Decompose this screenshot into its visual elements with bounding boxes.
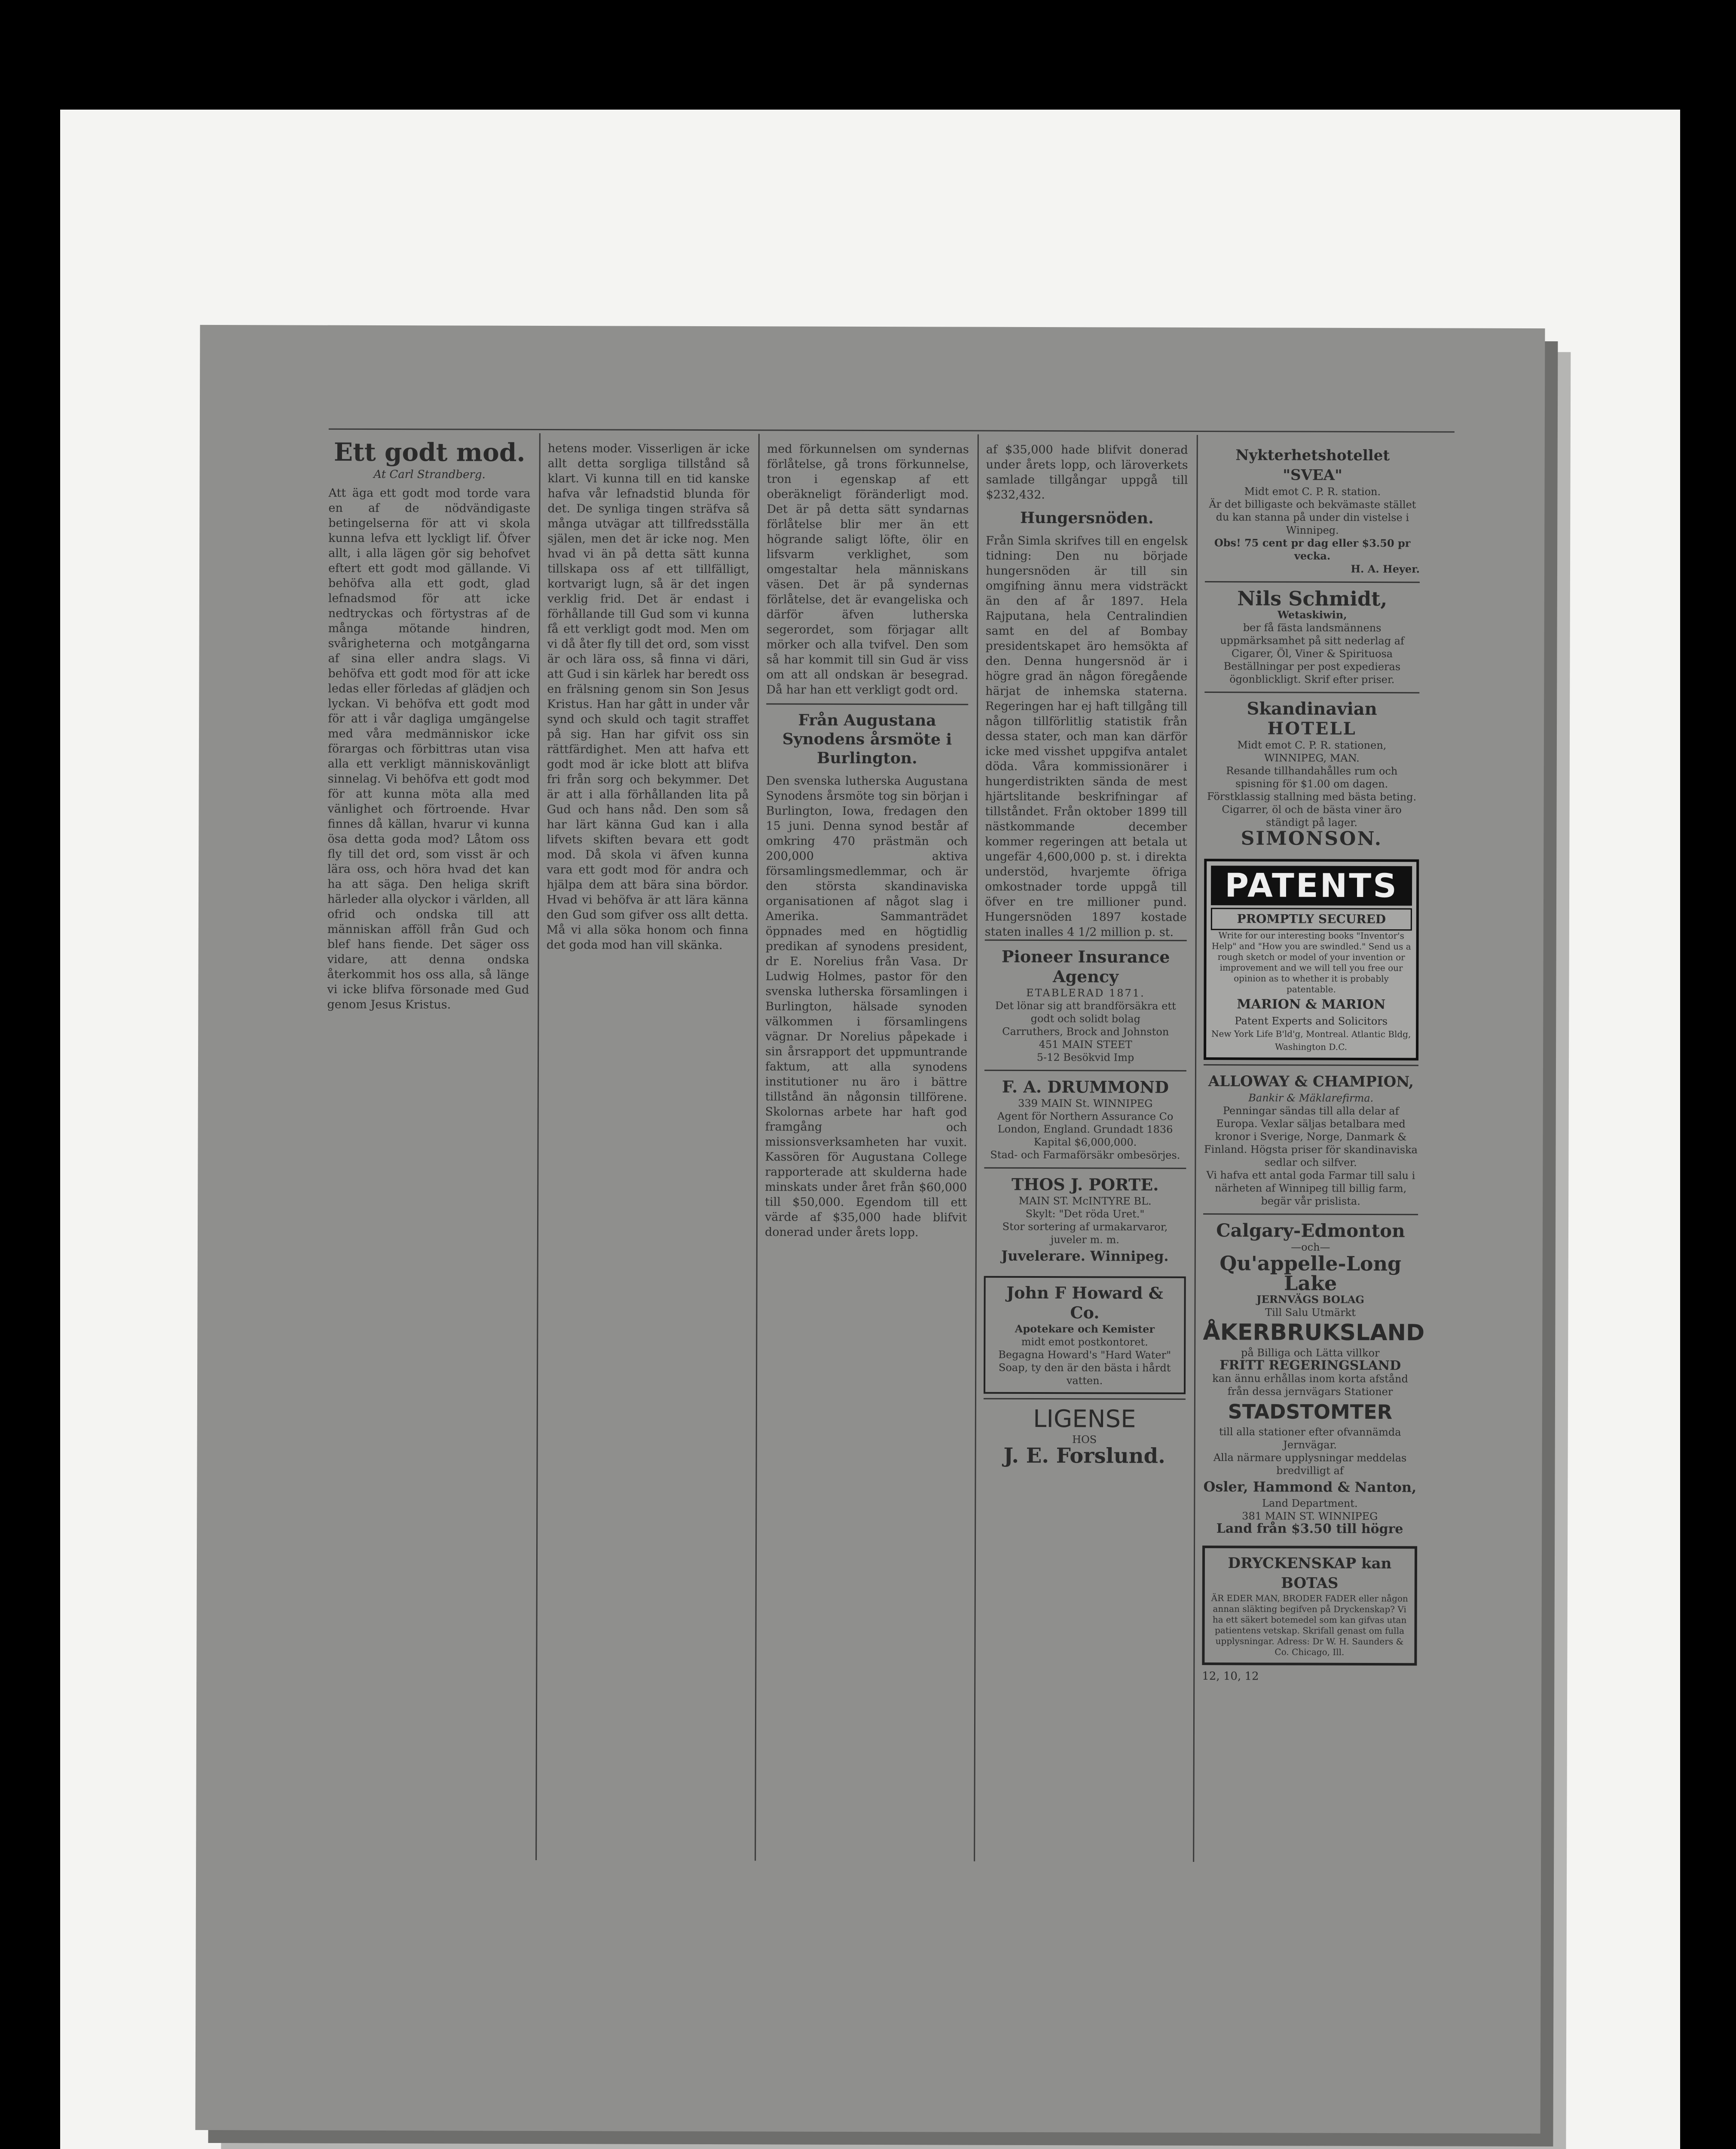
ad-line: J. E. Forslund.: [1003, 1443, 1165, 1468]
patents-banner: PROMPTLY SECURED: [1211, 908, 1412, 931]
ad-title: ALLOWAY & CHAMPION,: [1208, 1073, 1414, 1091]
ad-line: Begagna Howard's "Hard Water": [998, 1348, 1171, 1361]
ad-title: Pioneer Insurance Agency: [1001, 946, 1170, 986]
synod-article-end: af $35,000 hade blifvit donerad under årets lopp, och läroverkets samlade tillgångar uppgå till $232,432.: [986, 443, 1188, 502]
ad-line: Land Department.: [1262, 1497, 1358, 1509]
ad-big-text: STADSTOMTER: [1228, 1400, 1393, 1424]
article-headline: Ett godt mod.: [333, 437, 526, 467]
ad-title: Nykterhetshotellet "SVEA": [1235, 447, 1390, 484]
ad-line: 381 MAIN ST. WINNIPEG: [1242, 1510, 1378, 1523]
ad-line: ÄR EDER MAN, BRODER FADER eller någon annan släkting begifven på Dryckenskap? Vi ha ett säkert botemedel som kan gifvas utan patientens vetskap. Skrifall genast om fulla upplysningar. Adress: Dr W. H. Saunders & Co. Chicago, Ill.: [1211, 1593, 1408, 1657]
section-title: Hungersnöden.: [1020, 508, 1154, 527]
ad-line: Vi hafva ett antal goda Farmar till salu i närheten af Winnipeg till billig farm, begär vår prislista.: [1206, 1169, 1415, 1207]
ad-line: Cigarrer, öl och de bästa viner äro ständigt på lager.: [1222, 803, 1402, 829]
ad-railway-land: [1202, 1213, 1425, 1542]
ad-title: HOTELL: [1267, 718, 1357, 739]
ad-title: THOS J. PORTE.: [1011, 1174, 1159, 1194]
ad-line: Obs! 75 cent pr dag eller $3.50 pr vecka.: [1214, 536, 1411, 562]
top-rule: [329, 429, 1455, 433]
ad-line: 5-12 Besökvid Imp: [1036, 1051, 1134, 1064]
ad-line: Bankir & Mäklarefirma.: [1248, 1092, 1374, 1105]
ad-line: Det lönar sig att brandförsäkra ett godt och solidt bolag: [995, 999, 1176, 1025]
ad-line: JERNVÄGS BOLAG: [1256, 1293, 1364, 1306]
ad-line: ETABLERAD 1871.: [1026, 986, 1145, 999]
ad-title: Nils Schmidt,: [1237, 587, 1388, 611]
ad-title: F. A. DRUMMOND: [1002, 1077, 1169, 1097]
column-5: [1202, 439, 1425, 1684]
ad-line: på Billiga och Lätta villkor: [1241, 1347, 1380, 1359]
ad-license: [984, 1398, 1186, 1472]
section-title: Från Augustana Synodens årsmöte i Burlington.: [766, 703, 968, 768]
ad-line: HOS: [1072, 1433, 1097, 1446]
ad-scandinavian-hotel: [1204, 692, 1419, 855]
article-byline: At Carl Strandberg.: [373, 468, 486, 481]
ad-line: Midt emot C. P. R. station.: [1244, 485, 1381, 498]
patents-firm-sub: Patent Experts and Solicitors: [1235, 1015, 1388, 1028]
ad-line: Beställningar per post expedieras ögonblickligt. Skrif efter priser.: [1223, 660, 1401, 686]
ad-line: Penningar sändas till alla delar af Europa. Vexlar säljas betalbara med kronor i Sverige, Norge, Danmark & Finland. Högsta priser för skandinaviska sedlar och silfver.: [1204, 1105, 1418, 1169]
ad-line: 339 MAIN St. WINNIPEG: [1018, 1097, 1153, 1110]
column-rule: [1193, 435, 1198, 1862]
ad-line: kan ännu erhållas inom korta afstånd från dessa jernvägars Stationer: [1212, 1372, 1408, 1398]
ad-line: H. A. Heyer.: [1351, 562, 1420, 576]
ad-line: Till Salu Utmärkt: [1265, 1306, 1356, 1319]
patents-heading: PATENTS: [1211, 866, 1412, 906]
patents-text: Write for our interesting books "Inventor's Help" and "How you are swindled." Send us a rough sketch or model of your invention or improvement and we will tell you free our opinion as to whether it is probably patentable.: [1211, 930, 1411, 995]
ad-title: Calgary-Edmonton: [1216, 1220, 1405, 1242]
ad-drummond: [984, 1070, 1186, 1168]
ad-alloway-champion: [1203, 1064, 1418, 1214]
column-rule: [755, 434, 760, 1861]
ad-line: Resande tillhandahålles rum och spisning för $1.00 om dagen. Förstklassig stallning med bästa beting.: [1207, 765, 1417, 803]
ad-line: Wetaskiwin,: [1277, 608, 1347, 621]
ad-title: Skandinavian: [1247, 698, 1377, 719]
ad-line: Osler, Hammond & Nanton,: [1203, 1479, 1417, 1496]
ad-title: Qu'appelle-Long Lake: [1219, 1252, 1402, 1295]
column-rule: [535, 433, 541, 1860]
ad-patents: [1204, 859, 1419, 1060]
ad-line: 451 MAIN STEET: [1039, 1038, 1132, 1051]
ad-line: MAIN ST. McINTYRE BL.: [1018, 1194, 1152, 1207]
ad-line: —och—: [1291, 1241, 1330, 1253]
footer-number: 12, 10, 12: [1202, 1670, 1259, 1683]
ad-line: ber få fästa landsmännens uppmärksamhet på sitt nederlag af Cigarer, Öl, Viner & Spirituosa: [1220, 621, 1404, 660]
famine-article-body: Från Simla skrifves till en engelsk tidning: Den nu började hungersnöden är till sin omgifning ännu mera vidsträckt än den af år 1897. Hela Rajputana, hela Centralindien samt en del af Bombay presidentskapet äro hemsökta af den. Denna hungersnöd är i högre grad än någon föregående härjat de inhemska staterna. Regeringen har ej haft tillgång till någon tillförlitlig statistik från dessa stater, och man kan därför icke med visshet uppgifva antalet döda. Våra kommissionärer i hungerdistrikten sända de mest hjärtslitande beskrifningar af tillståndet. Från oktober 1899 till nästkommande december kommer regeringen att betala ut ungefär 4,600,000 p. st. i direkta understöd, hvarjemte öfriga omkostnader torde uppgå till öfver en tre millioner pund. Hungersnöden 1897 kostade staten inalles 4 1/2 million p. st.: [984, 534, 1188, 939]
ad-line: WINNIPEG, MAN.: [1264, 752, 1360, 764]
ad-line: Midt emot C. P. R. stationen,: [1237, 739, 1387, 752]
ad-line: Stor sortering af urmakarvaror, juveler m. m.: [1002, 1220, 1168, 1246]
ad-line: Alla närmare upplysningar meddelas bredvilligt af: [1213, 1451, 1407, 1477]
patents-firm: MARION & MARION: [1237, 997, 1386, 1013]
synod-article-body: Den svenska lutherska Augustana Synodens årsmöte tog sin början i Burlington, Iowa, fredagen den 15 juni. Denna synod består af omkring 470 prästmän och 200,000 aktiva församlingsmedlemmar, och är den största skandinaviska organisationen af något slag i Amerika. Sammanträdet öppnades med en högtidlig predikan af synodens president, dr E. Norelius från Vasa. Dr Ludwig Holmes, pastor för den svenska lutherska församlingen i Burlington, hälsade synoden välkommen i församlingens vägnar. Dr Norelius påpekade i sin årsrapport det uppmuntrande faktum, att alla synodens institutioner nu äro i bättre tillstånd än någonsin tillförene. Skolornas arbete har haft god framgång och missionsverksamheten har vuxit. Kassören för Augustana College rapporterade att skulderna hade minskats under året från $60,000 till $50,000. Egendom till ett värde af $35,000 hade blifvit donerad under årets lopp.: [764, 774, 968, 1240]
ad-title: John F Howard & Co.: [1006, 1283, 1164, 1322]
ad-line: Skylt: "Det röda Uret.": [1025, 1207, 1145, 1220]
article-body: Att äga ett godt mod torde vara en af de nödvändigaste betingelserna för att vi skola kunna lefva ett lyckligt lif. Öfver allt, i alla lägen gör sig behofvet eftert ett godt mod gällande. Vi behöfva alla ett godt, glad lefnadsmod för att icke nedtryckas och förtystras af de många mötande hindren, svårigheterna och motgångarna af sina eller andra slags. Vi behöfva ett godt mod för att icke ledas eller förledas af glädjen och lyckan. Vi behöfva ett godt mod för att i vår dagliga umgängelse med våra medmänniskor icke förargas och förbittras utan visa alla ett verkligt människovänligt sinnelag. Vi behöfva ett godt mod för att kunna möta alla med vänlighet och förtroende. Hvar finnes då källan, hvarur vi kunna ösa detta goda mod? Låtom oss fly till det ord, som visst är och lära oss, och höra hvad det kan ha att säga. Den heliga skrift härleder alla olyckor i världen, all ofrid och ondska till att människan afföll från Gud och blef hans fiende. Det säger oss vidare, att denna ondska återkommit hos oss alla, så länge vi icke blifva försonade med Gud genom Jesus Kristus.: [327, 486, 531, 1012]
ad-line: Agent för Northern Assurance Co: [997, 1110, 1174, 1123]
ad-line: FRITT REGERINGSLAND: [1219, 1358, 1401, 1374]
ad-line: midt emot postkontoret.: [1021, 1335, 1148, 1348]
ad-line: London, England. Grundadt 1836: [997, 1123, 1173, 1136]
patents-offices: New York Life B'ld'g, Montreal. Atlantic Bldg, Washington D.C.: [1211, 1029, 1411, 1052]
ad-nils-schmidt: [1204, 581, 1420, 692]
article-body-continued: hetens moder. Visserligen är icke allt detta sorgliga tillstånd så klart. Vi kunna till en tid kanske hafva vår lefnadstid blunda för det. De synliga tingen sträfva så många utvägar att tillfredsställa själen, men det är icke nog. Men hvad vi än på detta sätt kunna tillskapa oss af ett tillfälligt, kortvarigt lugn, så är det ingen verklig frid. Det är endast i förhållande till Gud som vi kunna få ett verkligt godt mod. Men om vi då åter fly till det ord, som visst är och lära oss, så finna vi däri, att Gud i sin kärlek har beredt oss en frälsning genom sin Son Jesus Kristus. Han har gått in under vår synd och skuld och tagit straffet på sig. Han har gifvit oss sin rättfärdighet. Men att hafva ett godt mod är icke blott att blifva fri från sorg och bekymmer. Det är att i alla förhållanden lita på Gud och hans nåd. Den som så har lärt känna Gud kan i alla lifvets skiften bevara ett godt mod. Då skola vi äfven kunna vara ett godt mod för andra och hjälpa dem att bära sina bördor. Hvad vi behöfva är att lära känna den Gud som gifver oss allt detta. Må vi alla söka honom och finna det goda mod han vill skänka.: [546, 442, 750, 952]
ad-title: DRYCKENSKAP kan BOTAS: [1228, 1555, 1392, 1592]
column-rule: [974, 435, 979, 1861]
newspaper-page: [196, 325, 1545, 2134]
article-body-end: med förkunnelsen om syndernas förlåtelse, gå trons förkunnelse, tron i egenskap af ett oberäkneligt föränderligt mod. Det är på detta sätt syndarnas förlåtelse blir mer än ett högrande saligt löfte, ölir en lifsvarm verklighet, som omgestaltar hela människans väsen. Det är på syndernas förlåtelse, det är evangeliska och därför äfven lutherska segerordet, som förjagar allt mörker och alla tvifvel. Den som så har kommit till sin Gud är viss om att all ondskan är besegrad. Då har han ett verkligt godt ord.: [766, 442, 969, 697]
ad-line: SIMONSON.: [1241, 827, 1383, 850]
ad-line: Stad- och Farmaförsäkr ombesörjes.: [990, 1148, 1180, 1161]
column-1: [327, 437, 531, 1013]
ad-big-text: ÅKERBRUKSLAND: [1203, 1319, 1425, 1346]
ad-line: till alla stationer efter ofvannämda Jernvägar.: [1219, 1426, 1401, 1451]
ad-howard: [984, 1276, 1186, 1394]
column-4: [984, 439, 1188, 1472]
ad-line: Carruthers, Brock and Johnston: [1002, 1025, 1169, 1038]
ad-line: Soap, ty den är den bästa i hårdt vatten.: [998, 1361, 1171, 1387]
column-2: [547, 438, 750, 953]
ad-drunkenness-cure: [1202, 1546, 1417, 1665]
ad-svea-hotel: [1205, 439, 1420, 582]
ad-pioneer-insurance: [984, 940, 1187, 1070]
ad-thos-porte: [984, 1167, 1186, 1272]
ad-line: Kapital $6,000,000.: [1033, 1136, 1137, 1148]
ad-title: LIGENSE: [1033, 1405, 1136, 1433]
ad-line: Land från $3.50 till högre: [1216, 1521, 1403, 1537]
ad-line: Apotekare och Kemister: [1015, 1322, 1155, 1335]
ad-line: Är det billigaste och bekvämaste stället du kan stanna på under din vistelse i Winnipeg.: [1209, 498, 1416, 536]
ad-line: Juvelerare. Winnipeg.: [1001, 1247, 1169, 1264]
column-3: [765, 438, 969, 1240]
